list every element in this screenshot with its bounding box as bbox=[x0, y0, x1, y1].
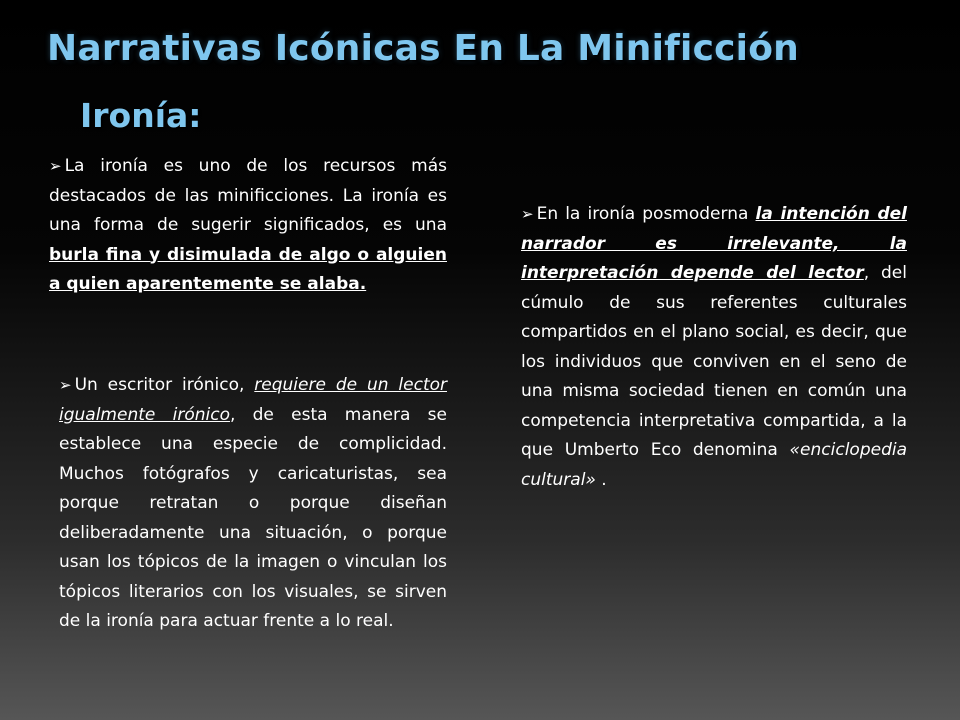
block3-quote: «enciclopedia cultural» bbox=[521, 440, 907, 490]
block3-text-mid: , del cúmulo de sus referentes culturales compartidos en el plano social, es decir, que los individuos que conviven en el seno de una misma sociedad tienen en común una competencia interpretativa compartida, a la que Umberto Eco denomina bbox=[521, 263, 907, 460]
slide-subtitle: Ironía: bbox=[80, 96, 202, 135]
block2-emphasis: requiere de un lector igualmente irónico bbox=[59, 375, 447, 425]
arrow-bullet-icon: ➢ bbox=[49, 157, 62, 175]
slide-title: Narrativas Icónicas En La Minificción bbox=[47, 28, 799, 69]
block2-text-start: Un escritor irónico, bbox=[74, 375, 255, 395]
block1-text: La ironía es uno de los recursos más destacados de las minificciones. La ironía es una forma de sugerir significados, es una bbox=[49, 156, 447, 235]
block1-emphasis: burla fina y disimulada de algo o alguien a quien aparentemente se alaba. bbox=[49, 244, 447, 294]
text-block-postmodern-irony bbox=[521, 200, 907, 495]
arrow-bullet-icon: ➢ bbox=[59, 376, 72, 394]
block3-text-start: En la ironía posmoderna bbox=[536, 204, 756, 224]
text-block-irony-definition bbox=[49, 152, 447, 300]
arrow-bullet-icon: ➢ bbox=[521, 205, 534, 223]
block2-text-end: , de esta manera se establece una especie de complicidad. Muchos fotógrafos y caricaturistas, sea porque retratan o porque diseñan deliberadamente una situación, o porque usan los tópicos de la imagen o vinculan los tópicos literarios con los visuales, se sirven de la ironía para actuar frente a lo real. bbox=[59, 404, 447, 631]
text-block-ironic-writer bbox=[59, 371, 447, 637]
block3-emphasis: la intención del narrador es irrelevante, la interpretación depende del lector bbox=[521, 204, 907, 283]
block3-text-end: . bbox=[595, 469, 607, 490]
